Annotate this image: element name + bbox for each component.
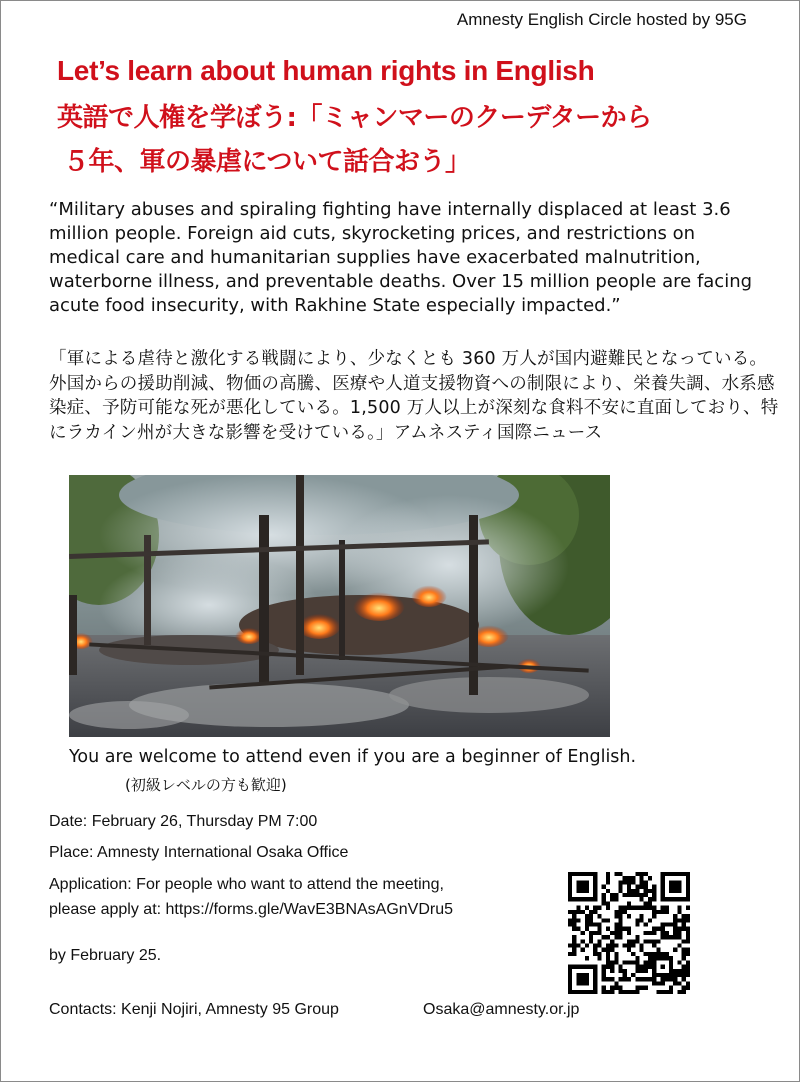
title-japanese-line1: 英語で人権を学ぼう:「ミャンマーのクーデターから	[57, 103, 652, 133]
welcome-japanese: (初級レベルの方も歓迎)	[125, 776, 287, 794]
application-line1: Application: For people who want to attend the meeting,	[49, 876, 444, 893]
qr-code-icon[interactable]	[568, 872, 690, 994]
welcome-english: You are welcome to attend even if you are a beginner of English.	[69, 747, 637, 767]
contact-email[interactable]: Osaka@amnesty.or.jp	[423, 1001, 580, 1018]
quote-english: “Military abuses and spiraling fighting have internally displaced at least 3.6 million people. Foreign aid cuts, skyrocketing prices, and restrictions on medical care and humanitarian supplies have exacerbated malnutrition, waterborne illness, and preventable deaths. Over 15 million people are facing acute food insecurity, with Rakhine State especially impacted.”	[49, 199, 753, 316]
host-note: Amnesty English Circle hosted by 95G	[456, 10, 747, 29]
quote-japanese: 「軍による虐待と激化する戦闘により、少なくとも 360 万人が国内避難民となっている。外国からの援助削減、物価の高騰、医療や人道支援物資への制限により、栄養失調、水系感染症、予防可能な死が悪化している。1,500 万人以上が深刻な食料不安に直面しており、特にラカイン州が大きな影響を受けている。」アムネスティ国際ニュース	[49, 349, 779, 443]
burning-village-photo	[69, 475, 610, 737]
event-place: Place: Amnesty International Osaka Office	[49, 844, 349, 861]
event-date: Date: February 26, Thursday PM 7:00	[49, 813, 318, 830]
application-link[interactable]: please apply at: https://forms.gle/WavE3BNAsAGnVDru5	[49, 901, 454, 918]
title-japanese-line2: ５年、軍の暴虐について話合おう」	[63, 147, 471, 177]
title-english: Let’s learn about human rights in English	[57, 55, 595, 86]
contact-name: Contacts: Kenji Nojiri, Amnesty 95 Group	[49, 1001, 339, 1018]
application-deadline: by February 25.	[49, 947, 162, 964]
